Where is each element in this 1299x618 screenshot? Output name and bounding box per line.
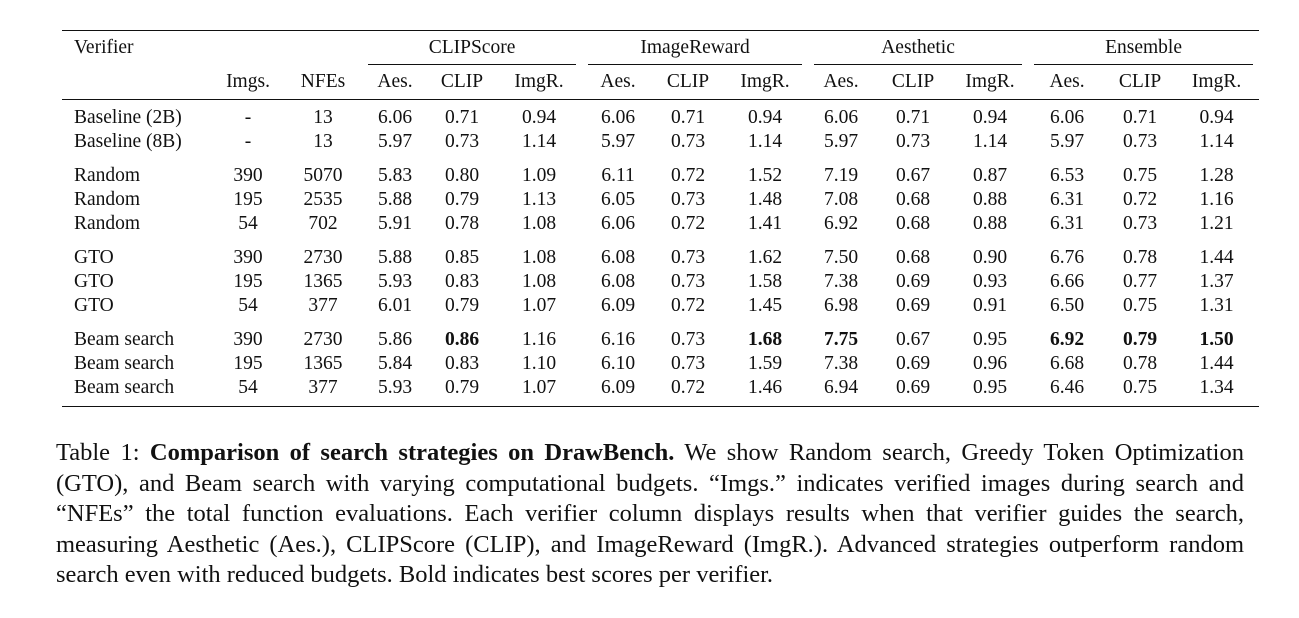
cell-score: 7.75	[823, 329, 859, 350]
cell-score: 0.72	[654, 376, 722, 407]
header-sub-aes: Aes.	[808, 65, 874, 100]
header-row-groups	[62, 31, 1259, 66]
cell-verifier: GTO	[74, 295, 114, 316]
header-sub-imgr: ImgR.	[496, 65, 582, 100]
cell-score: 5.93	[362, 376, 428, 407]
cell-score: 0.90	[972, 247, 1008, 268]
cell-imgs: 195	[233, 271, 263, 292]
header-sub-aes: Aes.	[362, 65, 428, 100]
cell-score: 0.78	[1122, 247, 1158, 268]
cell-score: 0.68	[895, 247, 931, 268]
cell-score: 5.88	[377, 189, 413, 210]
cell-score: 0.95	[972, 329, 1008, 350]
cell-score: 0.79	[428, 376, 496, 407]
cell-score: 0.71	[1122, 107, 1158, 128]
cell-imgs: -	[244, 131, 252, 152]
cell-verifier: GTO	[74, 271, 114, 292]
cell-score: 0.88	[972, 213, 1008, 234]
cell-imgs: -	[244, 107, 252, 128]
cell-score: 0.75	[1122, 165, 1158, 186]
cell-score: 0.94	[1199, 107, 1234, 128]
cell-score: 5.84	[377, 353, 413, 374]
cell-score: 6.94	[808, 376, 874, 407]
cell-score: 1.52	[747, 165, 783, 186]
cell-score: 7.38	[823, 271, 859, 292]
cell-nfes: 2535	[303, 189, 343, 210]
cell-score: 6.09	[600, 295, 636, 316]
cell-verifier: Baseline (8B)	[74, 131, 182, 152]
cell-score: 7.38	[823, 353, 859, 374]
results-table-container	[62, 30, 1242, 407]
cell-imgs: 390	[233, 247, 263, 268]
cell-score: 1.31	[1199, 295, 1234, 316]
cell-score: 0.69	[895, 353, 931, 374]
cell-score: 0.73	[670, 247, 706, 268]
cell-score: 5.83	[377, 165, 413, 186]
cell-score: 5.97	[823, 131, 859, 152]
cell-score: 6.06	[823, 107, 859, 128]
header-group-aesthetic: Aesthetic	[808, 31, 1028, 66]
cell-score: 7.08	[823, 189, 859, 210]
cell-score: 1.46	[722, 376, 808, 407]
cell-nfes: 702	[308, 213, 338, 234]
cell-score: 6.68	[1049, 353, 1085, 374]
cell-score: 6.92	[1049, 329, 1085, 350]
cell-score: 1.21	[1199, 213, 1234, 234]
header-verifier: Verifier	[62, 31, 212, 66]
cell-score: 0.67	[895, 329, 931, 350]
header-sub-clip: CLIP	[1106, 65, 1174, 100]
cell-score: 5.88	[377, 247, 413, 268]
table-row	[62, 376, 1259, 407]
cell-score: 1.45	[747, 295, 783, 316]
cell-nfes: 377	[308, 295, 338, 316]
cell-score: 1.44	[1199, 247, 1234, 268]
cell-score: 0.75	[1122, 295, 1158, 316]
header-sub-aes: Aes.	[582, 65, 654, 100]
cell-score: 1.48	[747, 189, 783, 210]
cell-score: 0.96	[972, 353, 1008, 374]
header-sub-clip: CLIP	[874, 65, 952, 100]
cell-nfes: 1365	[303, 353, 343, 374]
cell-score: 1.50	[1199, 329, 1234, 350]
cell-score: 1.13	[521, 189, 557, 210]
cell-verifier: Beam search	[74, 353, 175, 374]
cell-score: 0.95	[952, 376, 1028, 407]
cell-score: 0.94	[747, 107, 783, 128]
cell-score: 6.06	[1049, 107, 1085, 128]
cell-score: 0.79	[444, 295, 480, 316]
cell-score: 0.71	[444, 107, 480, 128]
cell-score: 0.73	[1122, 213, 1158, 234]
cell-score: 1.08	[521, 247, 557, 268]
cell-score: 0.68	[895, 213, 931, 234]
header-row-metrics	[62, 65, 1259, 100]
cell-score: 6.11	[601, 165, 635, 186]
cell-score: 7.19	[823, 165, 859, 186]
cell-nfes: 2730	[303, 247, 343, 268]
cell-score: 0.83	[444, 353, 480, 374]
header-sub-aes: Aes.	[1028, 65, 1106, 100]
results-table	[62, 30, 1259, 407]
cell-score: 5.97	[600, 131, 636, 152]
cell-score: 6.16	[600, 329, 636, 350]
cell-score: 6.06	[377, 107, 413, 128]
cell-verifier: Random	[74, 189, 141, 210]
cell-score: 0.75	[1106, 376, 1174, 407]
cell-nfes: 13	[313, 107, 333, 128]
cell-score: 6.01	[377, 295, 413, 316]
cell-score: 0.77	[1122, 271, 1158, 292]
cell-score: 0.72	[1122, 189, 1158, 210]
cell-imgs: 390	[233, 165, 263, 186]
table-row	[62, 188, 1259, 212]
cell-score: 6.06	[600, 107, 636, 128]
cell-score: 0.79	[444, 189, 480, 210]
caption-body: We show Random search, Greedy Token Optimization (GTO), and Beam search with varying computational budgets. “Imgs.” indicates verified images during search and “NFEs” the total function evaluations. Each verifier column displays results when that verifier guides the search, measuring Aesthetic (Aes.), CLIPScore (CLIP), and ImageReward (ImgR.). Advanced strategies outperform random search even with reduced budgets. Bold indicates best scores per verifier.	[56, 439, 1244, 588]
cell-score: 6.76	[1049, 247, 1085, 268]
table-row	[62, 318, 1259, 352]
cell-score: 5.86	[377, 329, 413, 350]
cell-score: 0.67	[895, 165, 931, 186]
cell-score: 1.34	[1174, 376, 1259, 407]
cell-score: 1.08	[521, 213, 557, 234]
cell-score: 1.28	[1199, 165, 1234, 186]
cell-score: 1.14	[747, 131, 783, 152]
table-row	[62, 352, 1259, 376]
cell-score: 0.69	[895, 295, 931, 316]
cell-score: 0.78	[444, 213, 480, 234]
cell-score: 0.73	[670, 131, 706, 152]
cell-score: 1.16	[521, 329, 557, 350]
table-row	[62, 212, 1259, 236]
table-row	[62, 236, 1259, 270]
cell-score: 1.62	[747, 247, 783, 268]
cell-score: 1.08	[521, 271, 557, 292]
caption-title: Comparison of search strategies on DrawBench.	[149, 439, 675, 466]
cell-score: 0.73	[895, 131, 931, 152]
cell-verifier: Beam search	[74, 329, 175, 350]
cell-score: 6.05	[600, 189, 636, 210]
header-nfes: NFEs	[284, 65, 362, 100]
cell-score: 0.73	[670, 271, 706, 292]
cell-score: 0.87	[972, 165, 1008, 186]
cell-score: 1.41	[747, 213, 783, 234]
cell-score: 1.10	[521, 353, 557, 374]
cell-score: 6.92	[823, 213, 859, 234]
cell-score: 1.07	[521, 295, 557, 316]
cell-score: 1.14	[972, 131, 1008, 152]
cell-score: 1.68	[747, 329, 783, 350]
cell-score: 0.73	[670, 353, 706, 374]
cell-score: 0.71	[670, 107, 706, 128]
cell-imgs: 54	[238, 213, 258, 234]
cell-score: 6.09	[582, 376, 654, 407]
cell-score: 0.80	[444, 165, 480, 186]
cell-score: 0.94	[521, 107, 557, 128]
cell-score: 6.66	[1049, 271, 1085, 292]
cell-imgs: 195	[233, 353, 263, 374]
header-sub-clip: CLIP	[428, 65, 496, 100]
cell-score: 5.97	[1049, 131, 1085, 152]
cell-score: 0.85	[444, 247, 480, 268]
cell-score: 0.79	[1122, 329, 1158, 350]
cell-score: 5.93	[377, 271, 413, 292]
cell-nfes: 377	[284, 376, 362, 407]
cell-score: 7.50	[823, 247, 859, 268]
cell-score: 6.31	[1049, 213, 1085, 234]
cell-nfes: 13	[313, 131, 333, 152]
cell-score: 1.14	[521, 131, 557, 152]
table-row	[62, 130, 1259, 154]
cell-imgs: 54	[212, 376, 284, 407]
cell-score: 1.16	[1199, 189, 1234, 210]
cell-score: 5.97	[377, 131, 413, 152]
cell-score: 0.73	[670, 329, 706, 350]
cell-nfes: 1365	[303, 271, 343, 292]
cell-imgs: 54	[238, 295, 258, 316]
cell-score: 1.09	[521, 165, 557, 186]
cell-score: 0.72	[670, 295, 706, 316]
table-body	[62, 100, 1259, 407]
table-row	[62, 100, 1259, 131]
cell-score: 6.46	[1028, 376, 1106, 407]
cell-score: 1.14	[1199, 131, 1234, 152]
cell-verifier: GTO	[74, 247, 114, 268]
table-row	[62, 154, 1259, 188]
header-sub-clip: CLIP	[654, 65, 722, 100]
cell-score: 0.83	[444, 271, 480, 292]
table-row	[62, 270, 1259, 294]
cell-score: 0.72	[670, 213, 706, 234]
cell-score: 6.10	[600, 353, 636, 374]
cell-score: 0.78	[1122, 353, 1158, 374]
cell-score: 0.73	[670, 189, 706, 210]
cell-score: 0.72	[670, 165, 706, 186]
cell-verifier: Random	[74, 213, 141, 234]
cell-nfes: 2730	[303, 329, 343, 350]
cell-score: 0.94	[972, 107, 1008, 128]
cell-score: 0.69	[874, 376, 952, 407]
cell-score: 0.91	[972, 295, 1008, 316]
cell-score: 0.88	[972, 189, 1008, 210]
cell-score: 1.59	[747, 353, 783, 374]
cell-score: 0.71	[895, 107, 931, 128]
header-group-clipscore: CLIPScore	[362, 31, 582, 66]
header-imgs: Imgs.	[212, 65, 284, 100]
caption-label: Table 1:	[56, 439, 140, 466]
cell-score: 6.08	[600, 247, 636, 268]
cell-score: 1.37	[1199, 271, 1234, 292]
cell-score: 6.31	[1049, 189, 1085, 210]
cell-score: 6.53	[1049, 165, 1085, 186]
header-group-ensemble: Ensemble	[1028, 31, 1259, 66]
cell-verifier: Beam search	[62, 376, 212, 407]
cell-score: 0.73	[1122, 131, 1158, 152]
header-sub-imgr: ImgR.	[952, 65, 1028, 100]
cell-score: 1.44	[1199, 353, 1234, 374]
cell-score: 0.69	[895, 271, 931, 292]
cell-score: 0.68	[895, 189, 931, 210]
header-group-imagereward: ImageReward	[582, 31, 808, 66]
header-sub-imgr: ImgR.	[722, 65, 808, 100]
header-sub-imgr: ImgR.	[1174, 65, 1259, 100]
table-row	[62, 294, 1259, 318]
cell-score: 6.08	[600, 271, 636, 292]
cell-imgs: 390	[233, 329, 263, 350]
cell-score: 0.86	[444, 329, 480, 350]
cell-score: 1.07	[496, 376, 582, 407]
table-caption	[56, 438, 1244, 591]
cell-verifier: Random	[74, 165, 141, 186]
cell-verifier: Baseline (2B)	[74, 107, 182, 128]
cell-score: 6.06	[600, 213, 636, 234]
cell-score: 6.98	[823, 295, 859, 316]
cell-imgs: 195	[233, 189, 263, 210]
cell-score: 5.91	[377, 213, 413, 234]
cell-score: 1.58	[747, 271, 783, 292]
cell-score: 6.50	[1049, 295, 1085, 316]
cell-nfes: 5070	[303, 165, 343, 186]
cell-score: 0.73	[444, 131, 480, 152]
cell-score: 0.93	[972, 271, 1008, 292]
